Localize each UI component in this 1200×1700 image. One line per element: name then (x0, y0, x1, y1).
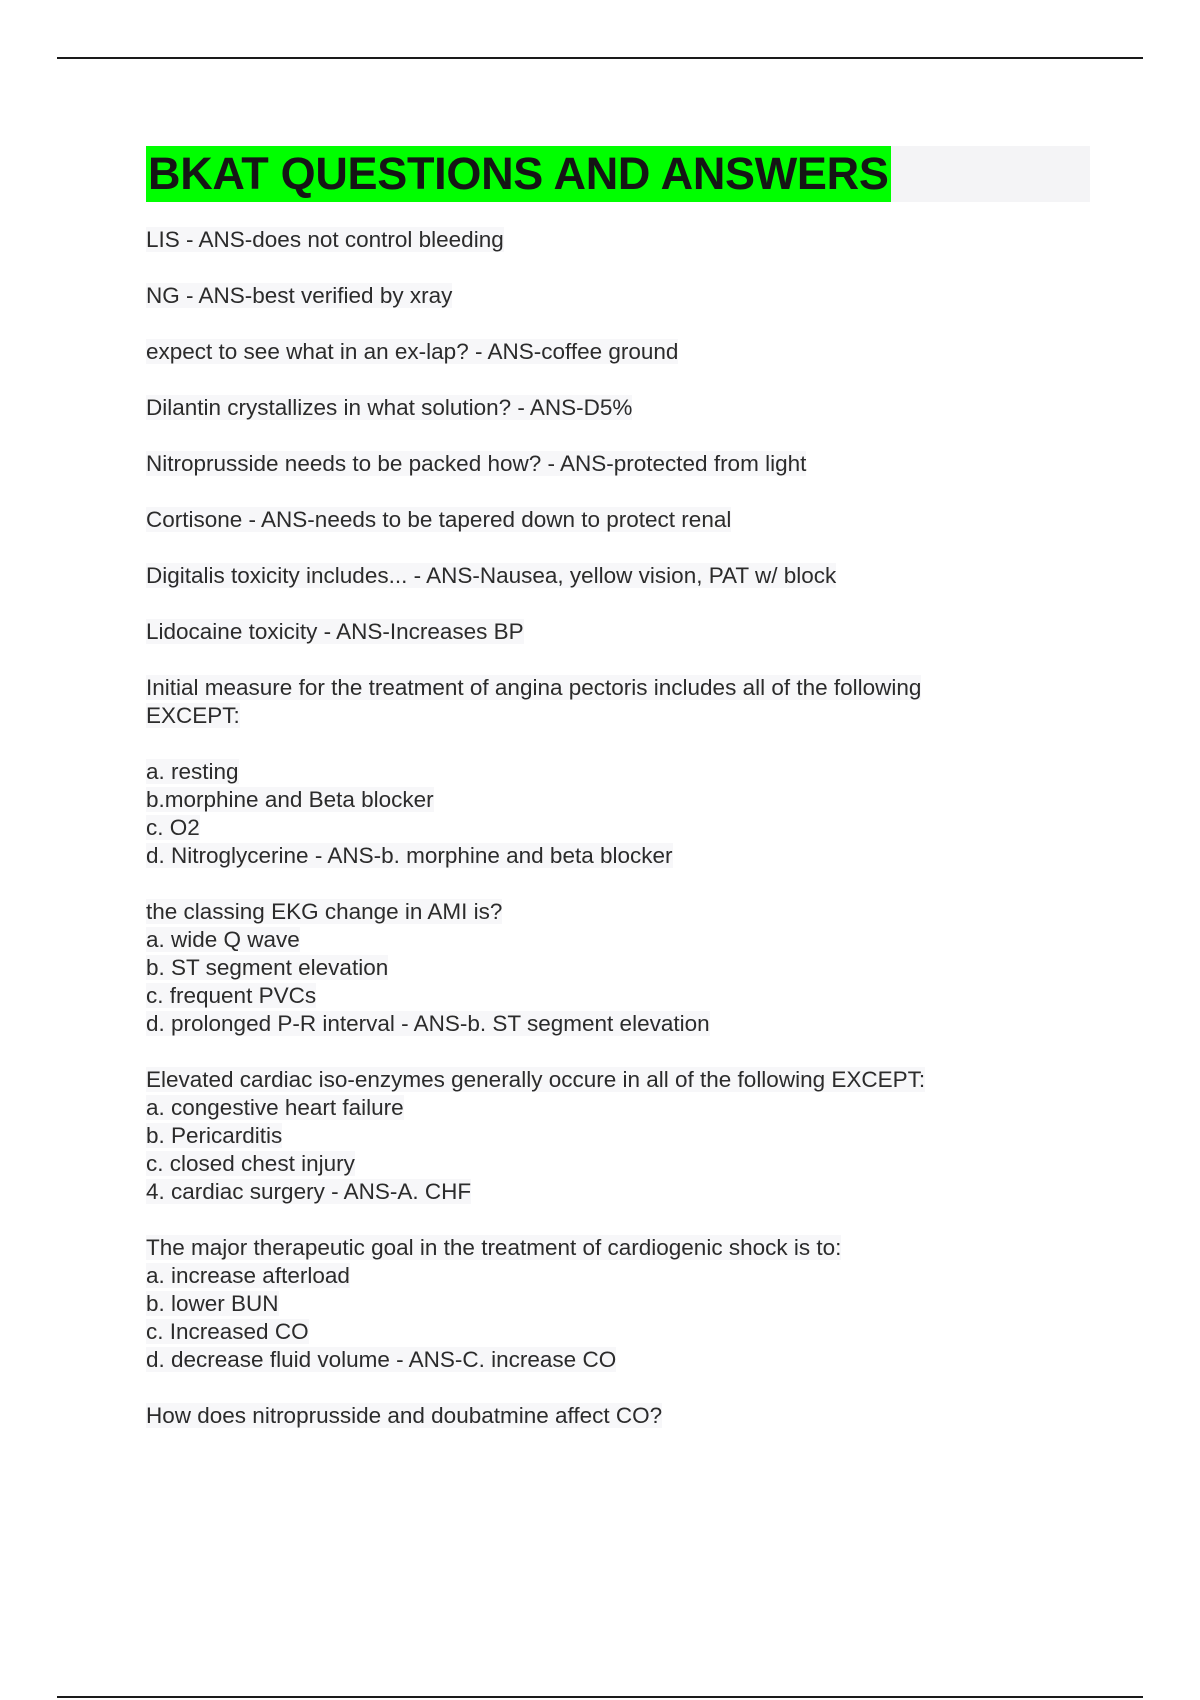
title-band (146, 146, 1090, 202)
qa-line (146, 758, 1090, 786)
qa-entry (146, 338, 1090, 366)
qa-line (146, 1318, 1090, 1346)
qa-entry (146, 1402, 1090, 1430)
qa-line-text: The major therapeutic goal in the treatment of cardiogenic shock is to: (146, 1235, 842, 1260)
qa-entry (146, 618, 1090, 646)
qa-line (146, 898, 1090, 926)
qa-line-text: How does nitroprusside and doubatmine affect CO? (146, 1403, 663, 1428)
qa-line-text: d. Nitroglycerine - ANS-b. morphine and beta blocker (146, 843, 673, 868)
qa-line (146, 786, 1090, 814)
qa-line-text: c. Increased CO (146, 1319, 309, 1344)
qa-entry (146, 1066, 1090, 1206)
qa-line (146, 1290, 1090, 1318)
qa-line-text: a. congestive heart failure (146, 1095, 404, 1120)
qa-line (146, 1346, 1090, 1374)
qa-line-text: 4. cardiac surgery - ANS-A. CHF (146, 1179, 472, 1204)
qa-line-text: LIS - ANS-does not control bleeding (146, 227, 504, 252)
qa-line (146, 926, 1090, 954)
bottom-rule (57, 1696, 1143, 1698)
qa-line (146, 1094, 1090, 1122)
qa-line (146, 618, 1090, 646)
qa-line-text: c. closed chest injury (146, 1151, 355, 1176)
qa-line-text: b. Pericarditis (146, 1123, 283, 1148)
qa-entry (146, 506, 1090, 534)
qa-line-text: Elevated cardiac iso-enzymes generally occure in all of the following EXCEPT: (146, 1067, 926, 1092)
qa-entry (146, 898, 1090, 1038)
qa-entry (146, 394, 1090, 422)
qa-line (146, 842, 1090, 870)
qa-line-text: b.morphine and Beta blocker (146, 787, 434, 812)
qa-line-text: d. decrease fluid volume - ANS-C. increase CO (146, 1347, 617, 1372)
qa-entry (146, 226, 1090, 254)
qa-line (146, 562, 1090, 590)
qa-entry (146, 674, 1090, 730)
qa-line (146, 1178, 1090, 1206)
qa-line-text: Digitalis toxicity includes... - ANS-Nausea, yellow vision, PAT w/ block (146, 563, 837, 588)
qa-line-text: Cortisone - ANS-needs to be tapered down to protect renal (146, 507, 732, 532)
document-title: BKAT QUESTIONS AND ANSWERS (146, 146, 891, 202)
qa-line-text: Lidocaine toxicity - ANS-Increases BP (146, 619, 524, 644)
qa-line-text: a. resting (146, 759, 239, 784)
qa-line-text: a. increase afterload (146, 1263, 350, 1288)
qa-line (146, 674, 1090, 702)
qa-list (146, 226, 1090, 1430)
qa-line-text: b. ST segment elevation (146, 955, 389, 980)
qa-entry (146, 450, 1090, 478)
qa-line (146, 1010, 1090, 1038)
qa-entry (146, 1234, 1090, 1374)
top-rule (57, 57, 1143, 59)
qa-line-text: c. frequent PVCs (146, 983, 317, 1008)
qa-line (146, 450, 1090, 478)
qa-line-text: the classing EKG change in AMI is? (146, 899, 503, 924)
qa-line-text: expect to see what in an ex-lap? - ANS-coffee ground (146, 339, 679, 364)
qa-line-text: d. prolonged P-R interval - ANS-b. ST segment elevation (146, 1011, 710, 1036)
qa-line-text: a. wide Q wave (146, 927, 300, 952)
qa-line-text: EXCEPT: (146, 703, 240, 728)
document-body (146, 146, 1090, 1430)
qa-line (146, 1150, 1090, 1178)
qa-line (146, 1402, 1090, 1430)
qa-line (146, 982, 1090, 1010)
qa-line-text: NG - ANS-best verified by xray (146, 283, 453, 308)
qa-line (146, 1262, 1090, 1290)
qa-line (146, 282, 1090, 310)
qa-line-text: b. lower BUN (146, 1291, 279, 1316)
qa-line-text: Initial measure for the treatment of angina pectoris includes all of the following (146, 675, 922, 700)
qa-line-text: Dilantin crystallizes in what solution? - ANS-D5% (146, 395, 633, 420)
qa-entry (146, 562, 1090, 590)
qa-line (146, 338, 1090, 366)
qa-entry (146, 758, 1090, 870)
qa-line-text: c. O2 (146, 815, 200, 840)
qa-line (146, 1234, 1090, 1262)
qa-line-text: Nitroprusside needs to be packed how? - ANS-protected from light (146, 451, 807, 476)
qa-line (146, 702, 1090, 730)
qa-entry (146, 282, 1090, 310)
qa-line (146, 1122, 1090, 1150)
qa-line (146, 394, 1090, 422)
qa-line (146, 814, 1090, 842)
qa-line (146, 1066, 1090, 1094)
qa-line (146, 226, 1090, 254)
qa-line (146, 506, 1090, 534)
qa-line (146, 954, 1090, 982)
